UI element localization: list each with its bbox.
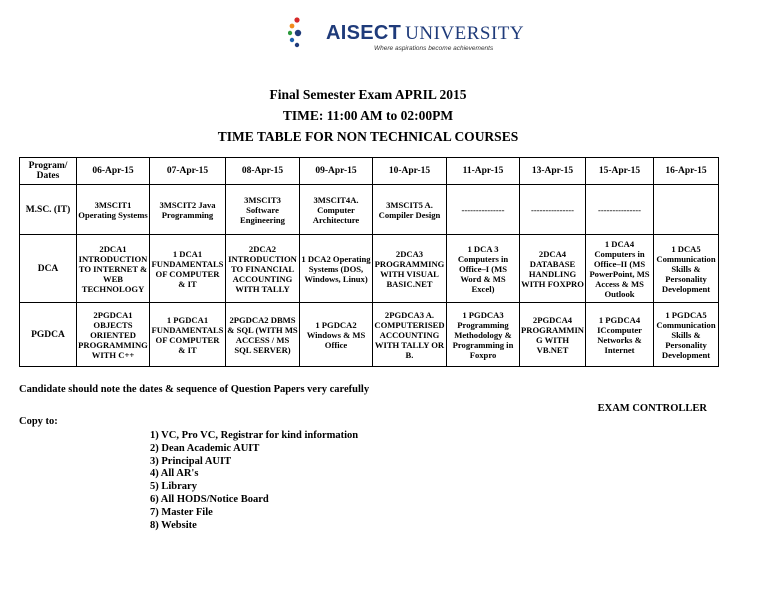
exam-cell: 1 PGDCA2 Windows & MS Office <box>300 303 373 367</box>
logo-wordmark <box>326 22 524 45</box>
list-item: 8) Website <box>150 519 197 531</box>
program-cell: PGDCA <box>20 303 77 367</box>
exam-cell: 2DCA1 INTRODUCTION TO INTERNET & WEB TECHNOLOGY <box>77 235 150 303</box>
list-item: 1) VC, Pro VC, Registrar for kind information <box>150 430 359 441</box>
exam-cell: 2PGDCA4 PROGRAMMIN G WITH VB.NET <box>520 303 586 367</box>
exam-cell: 2PGDCA2 DBMS & SQL (WITH MS ACCESS / MS SQL SERVER) <box>226 303 300 367</box>
exam-cell: 3MSCIT5 A. Compiler Design <box>373 185 447 235</box>
copy-to-label: Copy to: <box>19 416 58 427</box>
date-header: 06-Apr-15 <box>77 158 150 185</box>
exam-timetable <box>19 157 719 367</box>
exam-cell: 3MSCIT3 Software Engineering <box>226 185 300 235</box>
list-item: 6) All HODS/Notice Board <box>150 493 269 505</box>
program-cell: M.SC. (IT) <box>20 185 77 235</box>
exam-cell: 2PGDCA1 OBJECTS ORIENTED PROGRAMMING WITH C++ <box>77 303 150 367</box>
list-item: 4) All AR's <box>150 468 199 480</box>
date-header: 11-Apr-15 <box>447 158 520 185</box>
document-header <box>0 84 736 147</box>
exam-cell: 1 PGDCA1 FUNDAMENTALS OF COMPUTER & IT <box>150 303 226 367</box>
exam-cell: 3MSCIT2 Java Programming <box>150 185 226 235</box>
list-item: 5) Library <box>150 481 197 493</box>
corner-cell: Program/ Dates <box>20 158 77 185</box>
timetable-title: TIME TABLE FOR NON TECHNICAL COURSES <box>217 129 519 144</box>
date-header: 09-Apr-15 <box>300 158 373 185</box>
logo-tagline: Where aspirations become achievements <box>374 45 494 52</box>
exam-cell: 1 PGDCA3 Programming Methodology & Programming in Foxpro <box>447 303 520 367</box>
logo-university: UNIVERSITY <box>405 23 525 44</box>
exam-cell: 1 DCA1 FUNDAMENTALS OF COMPUTER & IT <box>150 235 226 303</box>
table-row-dca <box>20 235 719 303</box>
university-logo <box>288 12 525 60</box>
copy-list <box>150 430 358 532</box>
exam-cell: 2DCA4 DATABASE HANDLING WITH FOXPRO <box>520 235 586 303</box>
date-header: 07-Apr-15 <box>150 158 226 185</box>
exam-cell: 1 DCA 3 Computers in Office–I (MS Word & MS Excel) <box>447 235 520 303</box>
exam-cell: --------------- <box>520 185 586 235</box>
date-header: 15-Apr-15 <box>586 158 654 185</box>
exam-cell: 2PGDCA3 A. COMPUTERISED ACCOUNTING WITH TALLY OR B. <box>373 303 447 367</box>
program-cell: DCA <box>20 235 77 303</box>
list-item: 3) Principal AUIT <box>150 455 232 467</box>
table-row-msc-it <box>20 185 719 235</box>
exam-time: TIME: 11:00 AM to 02:00PM <box>282 108 454 123</box>
exam-cell <box>654 185 719 235</box>
date-header: 13-Apr-15 <box>520 158 586 185</box>
exam-cell: 1 PGDCA4 ICcomputer Networks & Internet <box>586 303 654 367</box>
exam-controller-signature: EXAM CONTROLLER <box>597 403 707 414</box>
date-header: 08-Apr-15 <box>226 158 300 185</box>
date-header: 16-Apr-15 <box>654 158 719 185</box>
exam-title: Final Semester Exam APRIL 2015 <box>269 87 467 102</box>
exam-cell: --------------- <box>447 185 520 235</box>
exam-cell: 2DCA2 INTRODUCTION TO FINANCIAL ACCOUNTING WITH TALLY <box>226 235 300 303</box>
exam-cell: 1 DCA4 Computers in Office–II (MS PowerPoint, MS Access & MS Outlook <box>586 235 654 303</box>
exam-cell: 2DCA3 PROGRAMMING WITH VISUAL BASIC.NET <box>373 235 447 303</box>
exam-cell: 1 DCA2 Operating Systems (DOS, Windows, Linux) <box>300 235 373 303</box>
exam-cell: 3MSCIT4A. Computer Architecture <box>300 185 373 235</box>
timetable-header-row <box>20 158 719 185</box>
logo-brand: AISECT <box>326 22 402 44</box>
exam-cell: --------------- <box>586 185 654 235</box>
list-item: 7) Master File <box>150 506 213 518</box>
date-header: 10-Apr-15 <box>373 158 447 185</box>
exam-cell: 3MSCIT1 Operating Systems <box>77 185 150 235</box>
aisect-logo-icon <box>288 14 328 54</box>
table-row-pgdca <box>20 303 719 367</box>
list-item: 2) Dean Academic AUIT <box>150 442 260 454</box>
candidate-note: Candidate should note the dates & sequence of Question Papers very carefully <box>19 384 370 395</box>
exam-cell: 1 DCA5 Communication Skills & Personality Development <box>654 235 719 303</box>
exam-cell: 1 PGDCA5 Communication Skills & Personality Development <box>654 303 719 367</box>
